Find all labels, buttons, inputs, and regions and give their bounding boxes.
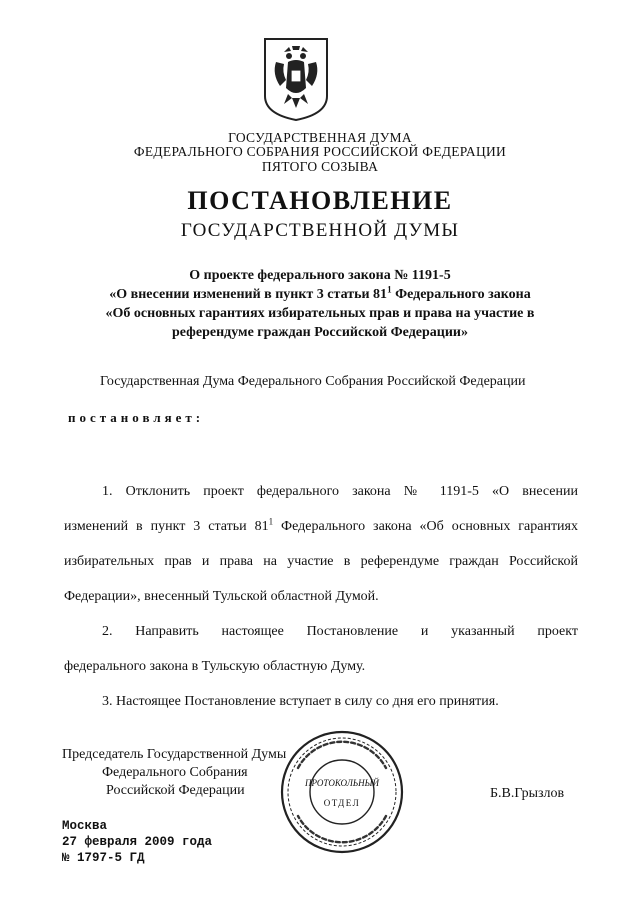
document-number: № 1797-5 ГД [62,851,145,865]
item-1-line2 [64,509,578,544]
place-date-block [62,818,212,866]
item-1-line1: 1. Отклонить проект федерального закона № 1191-5 «О внесении [102,484,578,499]
item-3 [64,684,578,719]
item-2-line2: федерального закона в Тульскую областную Думу. [64,659,366,674]
item-1-superscript: 1 [268,516,274,527]
item-1-line2-b: Федерального закона «Об основных гарантиях [273,519,578,534]
item-1-line4: Федерации», внесенный Тульской областной Думой. [64,589,379,604]
document-subtitle: ГОСУДАРСТВЕННОЙ ДУМЫ [180,220,460,241]
item-1 [64,474,578,614]
subject-line1: О проекте федерального закона № 1191-5 [189,268,451,283]
signatory-title-line1: Председатель Государственной Думы [62,747,287,762]
signatory-name: Б.В.Грызлов [490,786,565,801]
subject-line2 [0,285,640,304]
state-emblem-icon [262,36,330,122]
city: Москва [62,819,108,833]
stamp-text-bottom: ОТДЕЛ [323,798,361,808]
org-name-line2: ФЕДЕРАЛЬНОГО СОБРАНИЯ РОССИЙСКОЙ ФЕДЕРАЦИИ [133,144,507,159]
item-2-line1: 2. Направить настоящее Постановление и указанный проект [102,624,578,639]
subject-line2-b: Федерального закона [391,287,531,302]
signatory-title-line3: Российской Федерации [106,783,245,798]
subject-line4: референдуме граждан Российской Федерации» [172,325,468,340]
date: 27 февраля 2009 года [62,835,213,849]
stamp-text-top: ПРОТОКОЛЬНЫЙ [305,778,379,788]
decree-word: постановляет: [68,410,205,425]
official-stamp [278,728,406,856]
subject-superscript: 1 [387,284,392,295]
subject-line3: «Об основных гарантиях избирательных прав и права на участие в [105,306,535,321]
item-3-line1: 3. Настоящее Постановление вступает в силу со дня его принятия. [102,694,499,709]
org-name-line1: ГОСУДАРСТВЕННАЯ ДУМА [228,130,412,145]
signature-block [62,746,286,800]
subject-line2-a: «О внесении изменений в пункт 3 статьи 81 [109,287,388,302]
item-1-line3: избирательных прав и права на участие в референдуме граждан Российской [64,554,578,569]
signatory-title-line2: Федерального Собрания [102,765,248,780]
intro-text: Государственная Дума Федерального Собрания Российской Федерации [100,374,526,389]
document-title: ПОСТАНОВЛЕНИЕ [187,186,453,215]
item-1-line2-a: изменений в пункт 3 статьи 81 [64,519,269,534]
convocation: ПЯТОГО СОЗЫВА [261,159,379,174]
item-2 [64,614,578,684]
